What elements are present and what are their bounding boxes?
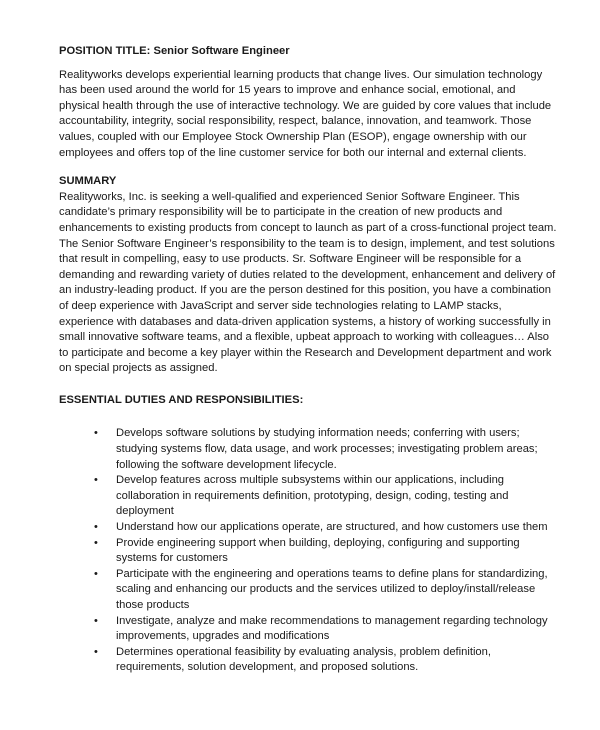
summary-heading: SUMMARY [59,175,117,188]
list-item [94,426,559,473]
list-item-text: Develops software solutions by studying information needs; conferring with users; studying systems flow, data usage, and work processes; investigating problem areas; following the software development lifecycle. [116,427,538,471]
bullet-icon: • [94,521,98,534]
intro-paragraph: Realityworks develops experiential learning products that change lives. Our simulation technology has been used around the world for 15 years to improve and enhance social, emotional, and physical health through the use of interactive technology. We are guided by core values that include accountability, integrity, social responsibility, respect, balance, innovation, and teamwork. Those values, coupled with our Employee Stock Ownership Plan (ESOP), engage ownership with our employees and offers top of the line customer service for both our internal and external clients. [59,68,552,159]
list-item [94,536,559,567]
duties-list [59,426,559,676]
bullet-icon: • [94,614,98,627]
list-item-text: Participate with the engineering and operations teams to define plans for standardizing, scaling and enhancing our products and the services utilized to deploy/install/release those products [116,567,548,611]
position-title-value: Senior Software Engineer [153,45,290,57]
position-title [59,44,559,60]
list-item [94,645,559,676]
list-item-text: Provide engineering support when building, deploying, configuring and supporting systems for customers [116,536,520,565]
bullet-icon: • [94,536,98,549]
list-item-text: Determines operational feasibility by evaluating analysis, problem definition, requirements, solution development, and proposed solutions. [116,645,491,674]
summary-paragraph: Realityworks, Inc. is seeking a well-qualified and experienced Senior Software Engineer. This candidate’s primary responsibility will be to participate in the creation of new products and enhancements to existing products from concept to launch as part of a cross-functional project team. The Senior Software Engineer’s responsibility to the team is to design, implement, and test solutions that result in compelling, easy to use products. Sr. Software Engineer will be responsible for a demanding and rewarding variety of duties related to the development, enhancement and delivery of an industry-leading product. If you are the person destined for this position, you have a combination of deep experience with JavaScript and server side technologies relating to LAMP stacks, experience with databases and data-driven application systems, a history of working successfully in small innovative software teams, and a flexible, upbeat approach to working with colleagues… Also to participate and become a key player within the Research and Development department and work on special projects as assigned. [59,190,557,375]
bullet-icon: • [94,474,98,487]
bullet-icon: • [94,427,98,440]
list-item [94,567,559,614]
duties-heading: ESSENTIAL DUTIES AND RESPONSIBILITIES: [59,393,304,406]
list-item-text: Understand how our applications operate, are structured, and how customers use them [116,521,548,534]
list-item [94,473,559,520]
list-item [94,520,559,536]
list-item-text: Develop features across multiple subsystems within our applications, including collaboration in requirements definition, prototyping, design, coding, testing and deployment [116,474,509,518]
list-item [94,614,559,645]
position-title-label: POSITION TITLE: [59,45,151,57]
bullet-icon: • [94,645,98,658]
list-item-text: Investigate, analyze and make recommendations to management regarding technology improvements, upgrades and modifications [116,614,548,643]
document-page [59,44,559,676]
bullet-icon: • [94,567,98,580]
